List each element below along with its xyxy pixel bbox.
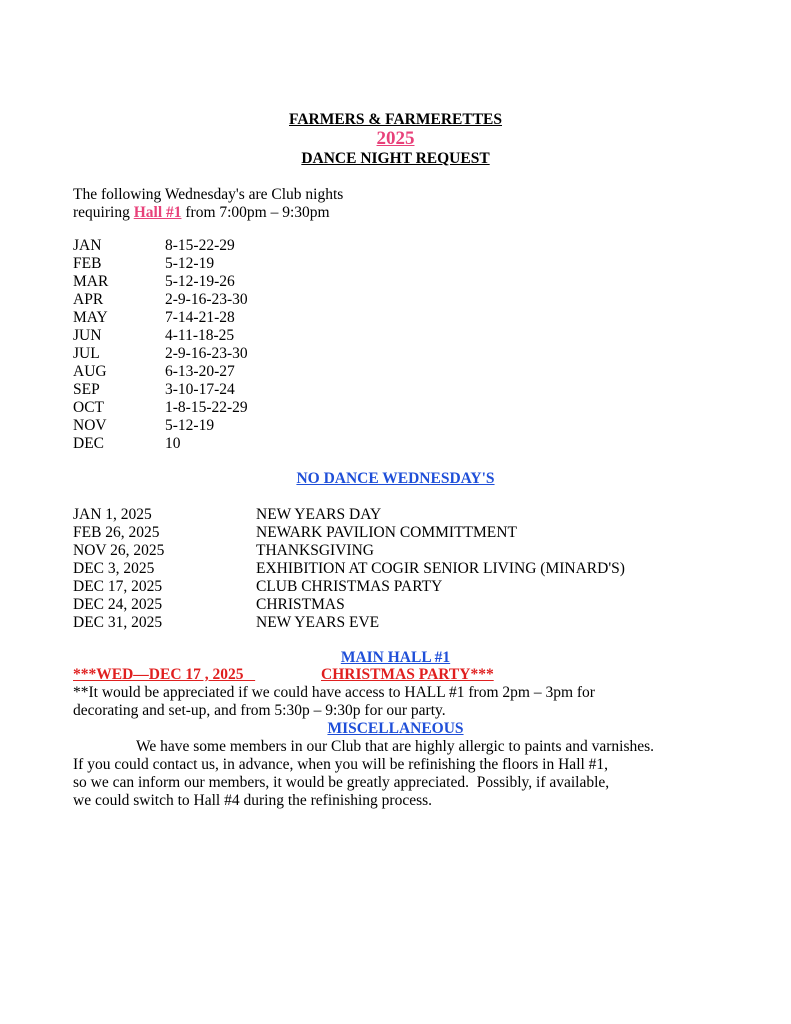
- no-dance-event: THANKSGIVING: [256, 542, 374, 559]
- misc-line-4: we could switch to Hall #4 during the refinishing process.: [73, 792, 433, 809]
- schedule-month: MAR: [73, 273, 109, 290]
- no-dance-event: CHRISTMAS: [256, 596, 345, 613]
- schedule-days: 5-12-19-26: [165, 273, 235, 290]
- schedule-month: JAN: [73, 237, 102, 254]
- misc-line-3: so we can inform our members, it would be greatly appreciated. Possibly, if available,: [73, 774, 610, 791]
- hall-1-label: Hall #1: [133, 204, 182, 221]
- schedule-month: JUL: [73, 345, 100, 362]
- schedule-days: 1-8-15-22-29: [165, 399, 248, 416]
- document-year: 2025: [376, 128, 415, 149]
- schedule-days: 7-14-21-28: [165, 309, 235, 326]
- schedule-month: MAY: [73, 309, 108, 326]
- schedule-month: APR: [73, 291, 104, 308]
- intro-line-2: [73, 204, 330, 222]
- no-dance-date: FEB 26, 2025: [73, 524, 160, 541]
- schedule-days: 6-13-20-27: [165, 363, 235, 380]
- no-dance-date: NOV 26, 2025: [73, 542, 165, 559]
- no-dance-date: JAN 1, 2025: [73, 506, 152, 523]
- schedule-days: 5-12-19: [165, 255, 215, 272]
- no-dance-date: DEC 3, 2025: [73, 560, 155, 577]
- no-dance-date: DEC 24, 2025: [73, 596, 163, 613]
- no-dance-event: CLUB CHRISTMAS PARTY: [256, 578, 443, 595]
- misc-line-2: If you could contact us, in advance, when you will be refinishing the floors in Hall #1,: [73, 756, 609, 773]
- no-dance-event: NEW YEARS EVE: [256, 614, 380, 631]
- intro-line-1: The following Wednesday's are Club nights: [73, 186, 344, 203]
- schedule-days: 8-15-22-29: [165, 237, 235, 254]
- christmas-party-date: ***WED—DEC 17 , 2025: [73, 666, 256, 683]
- document-title: FARMERS & FARMERETTES: [289, 111, 502, 128]
- schedule-month: SEP: [73, 381, 100, 398]
- schedule-month: NOV: [73, 417, 107, 434]
- intro-prefix: requiring: [73, 204, 134, 221]
- main-hall-note-line-2: decorating and set-up, and from 5:30p – 9:30p for our party.: [73, 702, 446, 719]
- no-dance-heading: NO DANCE WEDNESDAY'S: [296, 470, 495, 487]
- schedule-month: FEB: [73, 255, 102, 272]
- schedule-month: DEC: [73, 435, 104, 452]
- schedule-month: JUN: [73, 327, 102, 344]
- no-dance-event: NEW YEARS DAY: [256, 506, 382, 523]
- schedule-month: OCT: [73, 399, 104, 416]
- intro-suffix: from 7:00pm – 9:30pm: [181, 204, 330, 221]
- no-dance-event: EXHIBITION AT COGIR SENIOR LIVING (MINARD'S): [256, 560, 625, 577]
- christmas-party-name: CHRISTMAS PARTY***: [321, 666, 494, 683]
- misc-line-1: We have some members in our Club that are highly allergic to paints and varnishes.: [136, 738, 655, 755]
- no-dance-date: DEC 17, 2025: [73, 578, 163, 595]
- no-dance-date: DEC 31, 2025: [73, 614, 163, 631]
- document-subtitle: DANCE NIGHT REQUEST: [301, 150, 490, 167]
- schedule-days: 3-10-17-24: [165, 381, 235, 398]
- schedule-days: 2-9-16-23-30: [165, 345, 248, 362]
- miscellaneous-heading: MISCELLANEOUS: [327, 720, 464, 737]
- schedule-month: AUG: [73, 363, 107, 380]
- main-hall-heading: MAIN HALL #1: [340, 649, 451, 666]
- no-dance-event: NEWARK PAVILION COMMITTMENT: [256, 524, 517, 541]
- schedule-days: 10: [165, 435, 181, 452]
- schedule-days: 2-9-16-23-30: [165, 291, 248, 308]
- main-hall-note-line-1: **It would be appreciated if we could have access to HALL #1 from 2pm – 3pm for: [73, 684, 595, 701]
- schedule-days: 4-11-18-25: [165, 327, 235, 344]
- schedule-days: 5-12-19: [165, 417, 215, 434]
